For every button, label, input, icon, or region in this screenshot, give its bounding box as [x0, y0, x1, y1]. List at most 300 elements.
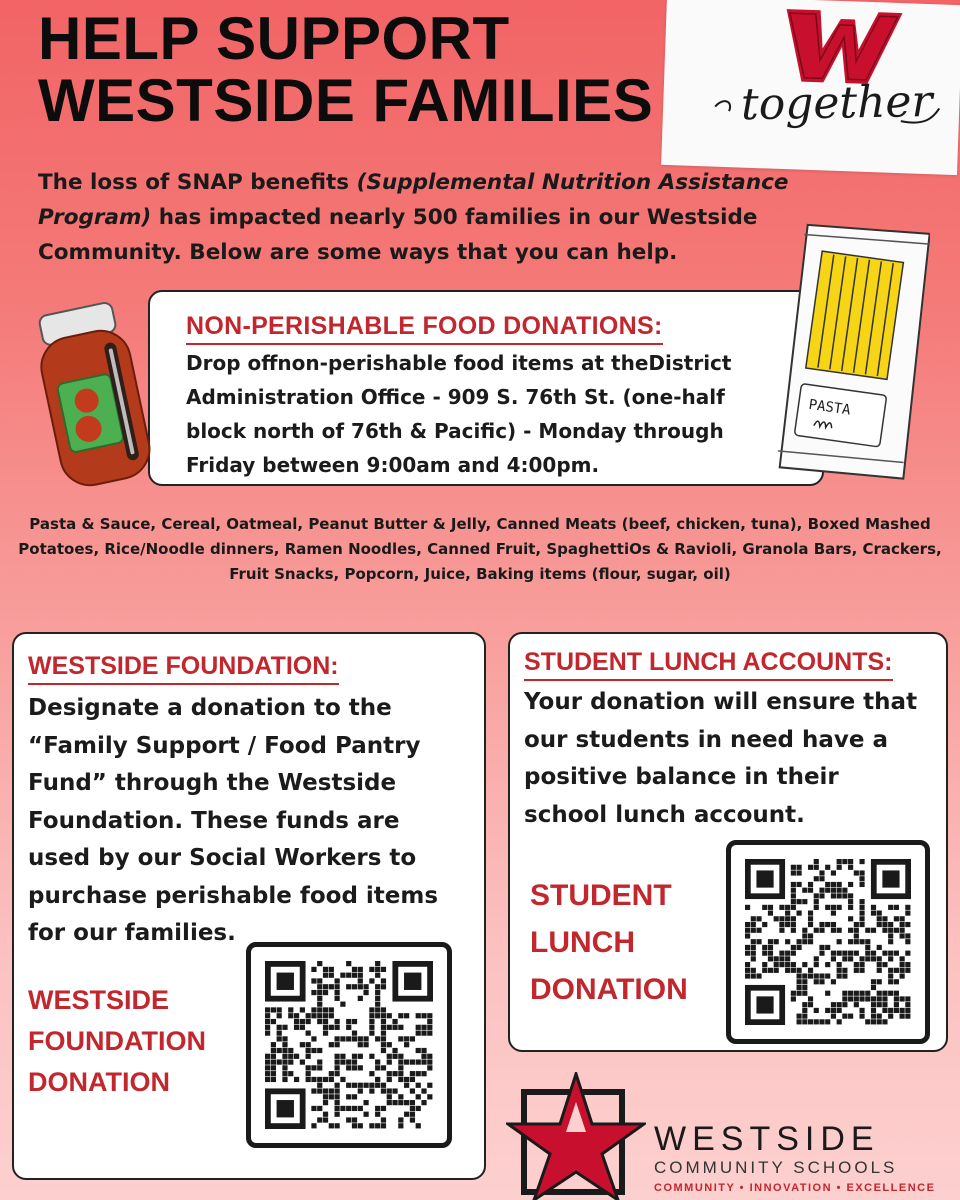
- qr-module: [774, 968, 779, 973]
- qr-module: [859, 968, 864, 973]
- qr-module: [335, 1071, 340, 1076]
- w-logo-icon: [661, 0, 960, 175]
- qr-module: [387, 1094, 392, 1099]
- qr-module: [745, 922, 750, 927]
- qr-module: [802, 991, 807, 996]
- qr-module: [358, 967, 363, 972]
- qr-module: [762, 951, 767, 956]
- qr-module: [381, 1088, 386, 1093]
- qr-module: [831, 928, 836, 933]
- qr-module: [358, 973, 363, 978]
- qr-module: [311, 1036, 316, 1041]
- title-line-2: WESTSIDE FAMILIES: [38, 67, 654, 134]
- qr-module: [814, 979, 819, 984]
- qr-module: [848, 1014, 853, 1019]
- qr-module: [797, 985, 802, 990]
- qr-module: [427, 1013, 432, 1018]
- qr-module: [375, 1106, 380, 1111]
- qr-module: [381, 978, 386, 983]
- qr-module: [900, 996, 905, 1001]
- student-lunch-body: Your donation will ensure that our students in need have a positive balance in their school lunch account.: [524, 689, 918, 828]
- qr-module: [831, 922, 836, 927]
- qr-module: [317, 961, 322, 966]
- qr-module: [751, 928, 756, 933]
- qr-module: [837, 1019, 842, 1024]
- qr-module: [335, 996, 340, 1001]
- qr-module: [271, 1042, 276, 1047]
- qr-module: [265, 1077, 270, 1082]
- qr-module: [837, 951, 842, 956]
- qr-module: [375, 996, 380, 1001]
- qr-module: [410, 1036, 415, 1041]
- qr-module: [888, 1008, 893, 1013]
- qr-module: [877, 962, 882, 967]
- qr-module: [814, 962, 819, 967]
- qr-module: [346, 961, 351, 966]
- qr-module: [819, 893, 824, 898]
- qr-module: [352, 1065, 357, 1070]
- qr-module: [306, 1071, 311, 1076]
- qr-module: [329, 1025, 334, 1030]
- qr-module: [323, 1088, 328, 1093]
- qr-module: [762, 962, 767, 967]
- qr-module: [854, 951, 859, 956]
- qr-module: [877, 991, 882, 996]
- qr-module: [294, 1077, 299, 1082]
- qr-module: [277, 1031, 282, 1036]
- qr-module: [825, 888, 830, 893]
- qr-module: [808, 911, 813, 916]
- qr-module: [381, 1083, 386, 1088]
- qr-module: [905, 1014, 910, 1019]
- qr-module: [311, 990, 316, 995]
- qr-module: [842, 996, 847, 1001]
- qr-module: [819, 928, 824, 933]
- qr-module: [317, 1019, 322, 1024]
- qr-module: [404, 1013, 409, 1018]
- intro-text-italic: (Supplemental Nutrition Assistance Program): [38, 170, 789, 230]
- qr-module: [346, 1065, 351, 1070]
- qr-module: [814, 956, 819, 961]
- qr-module: [421, 1054, 426, 1059]
- qr-module: [369, 1083, 374, 1088]
- qr-module: [311, 1077, 316, 1082]
- qr-module: [814, 899, 819, 904]
- qr-module: [300, 1059, 305, 1064]
- qr-module: [358, 978, 363, 983]
- qr-module: [802, 928, 807, 933]
- westside-tagline: COMMUNITY • INNOVATION • EXCELLENCE: [654, 1182, 936, 1194]
- qr-module: [859, 991, 864, 996]
- qr-module: [751, 939, 756, 944]
- qr-module: [756, 973, 761, 978]
- qr-module: [888, 1014, 893, 1019]
- qr-module: [814, 865, 819, 870]
- qr-module: [865, 928, 870, 933]
- qr-module: [410, 1100, 415, 1105]
- qr-module: [802, 973, 807, 978]
- qr-module: [831, 911, 836, 916]
- qr-module: [282, 1048, 287, 1053]
- qr-module: [363, 990, 368, 995]
- qr-module: [335, 978, 340, 983]
- qr-module: [282, 1036, 287, 1041]
- qr-module: [877, 945, 882, 950]
- qr-module: [381, 1123, 386, 1128]
- qr-module: [323, 973, 328, 978]
- qr-module: [859, 1014, 864, 1019]
- qr-module: [791, 865, 796, 870]
- qr-module: [335, 1094, 340, 1099]
- qr-finder: [404, 973, 421, 990]
- qr-module: [398, 1025, 403, 1030]
- qr-module: [905, 905, 910, 910]
- qr-module: [854, 933, 859, 938]
- qr-module: [282, 1071, 287, 1076]
- qr-module: [323, 1019, 328, 1024]
- qr-module: [751, 956, 756, 961]
- qr-module: [888, 956, 893, 961]
- qr-module: [381, 1025, 386, 1030]
- qr-module: [398, 1071, 403, 1076]
- qr-module: [387, 1013, 392, 1018]
- qr-module: [797, 991, 802, 996]
- qr-module: [404, 1036, 409, 1041]
- qr-module: [277, 1013, 282, 1018]
- qr-module: [900, 973, 905, 978]
- qr-module: [381, 967, 386, 972]
- qr-module: [854, 939, 859, 944]
- lunch-qr-label-line-1: STUDENT: [530, 879, 672, 912]
- qr-module: [375, 973, 380, 978]
- qr-module: [791, 882, 796, 887]
- qr-module: [877, 968, 882, 973]
- qr-finder: [277, 973, 294, 990]
- qr-module: [837, 968, 842, 973]
- qr-module: [762, 945, 767, 950]
- qr-module: [900, 956, 905, 961]
- qr-module: [825, 962, 830, 967]
- qr-module: [306, 1031, 311, 1036]
- qr-finder: [756, 996, 773, 1013]
- qr-module: [311, 1065, 316, 1070]
- westside-foundation-heading: WESTSIDE FOUNDATION:: [28, 652, 339, 685]
- qr-module: [745, 945, 750, 950]
- qr-module: [416, 1013, 421, 1018]
- qr-module: [871, 951, 876, 956]
- qr-module: [329, 1123, 334, 1128]
- qr-module: [404, 1112, 409, 1117]
- qr-module: [865, 991, 870, 996]
- qr-module: [871, 996, 876, 1001]
- qr-module: [311, 1088, 316, 1093]
- qr-module: [381, 1036, 386, 1041]
- qr-module: [329, 1071, 334, 1076]
- qr-module: [317, 1077, 322, 1082]
- qr-module: [837, 962, 842, 967]
- qr-module: [791, 905, 796, 910]
- qr-module: [819, 888, 824, 893]
- qr-module: [825, 1008, 830, 1013]
- qr-module: [358, 1088, 363, 1093]
- qr-module: [421, 1013, 426, 1018]
- qr-module: [421, 1071, 426, 1076]
- qr-module: [774, 916, 779, 921]
- qr-module: [375, 961, 380, 966]
- qr-module: [762, 922, 767, 927]
- qr-module: [329, 967, 334, 972]
- lunch-qr-code[interactable]: [726, 840, 930, 1044]
- qr-module: [340, 1054, 345, 1059]
- qr-module: [848, 893, 853, 898]
- qr-module: [848, 951, 853, 956]
- qr-module: [905, 922, 910, 927]
- qr-module: [369, 1088, 374, 1093]
- qr-module: [814, 1008, 819, 1013]
- qr-module: [871, 1014, 876, 1019]
- qr-module: [779, 905, 784, 910]
- qr-module: [421, 1100, 426, 1105]
- qr-module: [421, 1048, 426, 1053]
- qr-module: [398, 1036, 403, 1041]
- qr-module: [416, 1083, 421, 1088]
- qr-module: [894, 979, 899, 984]
- qr-module: [306, 1065, 311, 1070]
- qr-module: [882, 962, 887, 967]
- qr-module: [831, 1008, 836, 1013]
- qr-module: [745, 928, 750, 933]
- qr-module: [842, 991, 847, 996]
- qr-module: [825, 945, 830, 950]
- qr-module: [785, 905, 790, 910]
- qr-module: [756, 928, 761, 933]
- qr-module: [381, 1117, 386, 1122]
- food-items-list: Pasta & Sauce, Cereal, Oatmeal, Peanut Butter & Jelly, Canned Meats (beef, chicken, tuna), Boxed Mashed Potatoes, Rice/Noodle dinners, Ramen Noodles, Canned Fruit, SpaghettiOs & Ravioli, Granola Bars, Crackers, Fruit Snacks, Popcorn, Juice, Baking items (flour, sugar, oil): [18, 515, 942, 583]
- qr-module: [387, 1071, 392, 1076]
- qr-module: [825, 991, 830, 996]
- qr-module: [323, 1031, 328, 1036]
- qr-module: [745, 973, 750, 978]
- qr-module: [398, 1059, 403, 1064]
- qr-module: [346, 1106, 351, 1111]
- qr-module: [768, 905, 773, 910]
- qr-module: [831, 1002, 836, 1007]
- qr-module: [369, 978, 374, 983]
- foundation-qr-label-line-3: DONATION: [28, 1067, 170, 1097]
- qr-module: [888, 991, 893, 996]
- qr-module: [905, 1008, 910, 1013]
- qr-module: [859, 1008, 864, 1013]
- qr-module: [831, 979, 836, 984]
- qr-module: [859, 916, 864, 921]
- qr-module: [802, 1019, 807, 1024]
- qr-module: [329, 973, 334, 978]
- qr-module: [375, 990, 380, 995]
- qr-module: [317, 1088, 322, 1093]
- qr-module: [427, 1094, 432, 1099]
- qr-module: [410, 1112, 415, 1117]
- qr-module: [335, 1100, 340, 1105]
- qr-module: [762, 968, 767, 973]
- qr-module: [894, 1002, 899, 1007]
- qr-module: [859, 922, 864, 927]
- qr-module: [381, 1065, 386, 1070]
- qr-module: [387, 1054, 392, 1059]
- qr-module: [894, 951, 899, 956]
- foundation-qr-code[interactable]: [246, 942, 452, 1148]
- qr-module: [375, 1065, 380, 1070]
- qr-module: [323, 1100, 328, 1105]
- foundation-qr-label-line-2: FOUNDATION: [28, 1026, 206, 1056]
- foundation-qr-label-line-1: WESTSIDE: [28, 985, 170, 1015]
- qr-module: [335, 1088, 340, 1093]
- qr-module: [808, 996, 813, 1001]
- qr-module: [329, 1042, 334, 1047]
- qr-module: [369, 1013, 374, 1018]
- qr-module: [905, 1002, 910, 1007]
- qr-module: [871, 928, 876, 933]
- qr-module: [317, 1048, 322, 1053]
- qr-module: [791, 945, 796, 950]
- qr-module: [791, 928, 796, 933]
- qr-module: [265, 1025, 270, 1030]
- qr-module: [369, 1123, 374, 1128]
- qr-module: [797, 1019, 802, 1024]
- qr-module: [894, 996, 899, 1001]
- qr-module: [387, 1088, 392, 1093]
- qr-module: [277, 1059, 282, 1064]
- qr-module: [877, 911, 882, 916]
- title-line-1: HELP SUPPORT: [38, 5, 510, 72]
- qr-module: [363, 984, 368, 989]
- qr-module: [398, 1054, 403, 1059]
- qr-module: [375, 1077, 380, 1082]
- qr-module: [335, 1042, 340, 1047]
- qr-module: [427, 1083, 432, 1088]
- qr-module: [900, 1014, 905, 1019]
- qr-module: [271, 1059, 276, 1064]
- qr-module: [768, 945, 773, 950]
- qr-module: [294, 1054, 299, 1059]
- qr-module: [265, 1019, 270, 1024]
- foundation-qr-label: [28, 980, 206, 1103]
- qr-module: [404, 1100, 409, 1105]
- qr-module: [265, 1071, 270, 1076]
- qr-module: [369, 1007, 374, 1012]
- qr-module: [416, 1048, 421, 1053]
- qr-module: [323, 1094, 328, 1099]
- qr-module: [831, 951, 836, 956]
- qr-module: [831, 893, 836, 898]
- qr-module: [375, 1036, 380, 1041]
- qr-module: [871, 1002, 876, 1007]
- qr-module: [311, 1048, 316, 1053]
- qr-module: [859, 996, 864, 1001]
- qr-module: [745, 951, 750, 956]
- qr-module: [871, 956, 876, 961]
- qr-module: [768, 951, 773, 956]
- qr-module: [294, 1025, 299, 1030]
- qr-module: [363, 1112, 368, 1117]
- westside-name: WESTSIDE: [654, 1120, 880, 1158]
- qr-module: [392, 1048, 397, 1053]
- qr-module: [294, 1013, 299, 1018]
- qr-module: [785, 939, 790, 944]
- qr-module: [352, 1123, 357, 1128]
- qr-module: [831, 888, 836, 893]
- non-perishable-heading: NON-PERISHABLE FOOD DONATIONS:: [186, 312, 663, 345]
- qr-module: [802, 939, 807, 944]
- qr-module: [802, 933, 807, 938]
- qr-module: [369, 1031, 374, 1036]
- qr-module: [791, 893, 796, 898]
- qr-module: [865, 956, 870, 961]
- qr-module: [888, 933, 893, 938]
- qr-module: [900, 968, 905, 973]
- qr-module: [797, 865, 802, 870]
- qr-module: [306, 1054, 311, 1059]
- qr-module: [288, 1059, 293, 1064]
- qr-module: [791, 916, 796, 921]
- qr-module: [427, 1065, 432, 1070]
- qr-module: [774, 962, 779, 967]
- qr-module: [398, 1094, 403, 1099]
- qr-module: [819, 973, 824, 978]
- qr-module: [271, 1077, 276, 1082]
- qr-module: [877, 996, 882, 1001]
- qr-module: [842, 956, 847, 961]
- qr-module: [837, 928, 842, 933]
- qr-module: [306, 1042, 311, 1047]
- qr-module: [306, 1013, 311, 1018]
- qr-module: [785, 956, 790, 961]
- qr-module: [785, 951, 790, 956]
- qr-module: [329, 1077, 334, 1082]
- qr-module: [387, 1077, 392, 1082]
- qr-module: [859, 962, 864, 967]
- qr-module: [859, 911, 864, 916]
- qr-module: [265, 1065, 270, 1070]
- qr-module: [358, 1123, 363, 1128]
- qr-module: [871, 911, 876, 916]
- qr-module: [329, 1013, 334, 1018]
- qr-module: [416, 1071, 421, 1076]
- qr-module: [859, 882, 864, 887]
- qr-module: [877, 956, 882, 961]
- qr-module: [398, 1123, 403, 1128]
- qr-module: [825, 922, 830, 927]
- qr-module: [335, 1059, 340, 1064]
- qr-module: [854, 962, 859, 967]
- westside-star-logo-icon: [506, 1072, 646, 1200]
- qr-module: [837, 1002, 842, 1007]
- qr-module: [848, 899, 853, 904]
- qr-module: [768, 956, 773, 961]
- qr-module: [329, 984, 334, 989]
- lunch-qr-label-line-2: LUNCH: [530, 926, 635, 959]
- qr-module: [791, 962, 796, 967]
- qr-module: [808, 916, 813, 921]
- qr-module: [900, 933, 905, 938]
- qr-module: [282, 1059, 287, 1064]
- qr-module: [271, 1007, 276, 1012]
- intro-text-end: has impacted nearly 500 families in our Westside Community. Below are some ways that you can help.: [38, 205, 758, 265]
- qr-module: [323, 990, 328, 995]
- qr-module: [340, 973, 345, 978]
- qr-module: [323, 1013, 328, 1018]
- qr-module: [323, 1112, 328, 1117]
- qr-module: [282, 1077, 287, 1082]
